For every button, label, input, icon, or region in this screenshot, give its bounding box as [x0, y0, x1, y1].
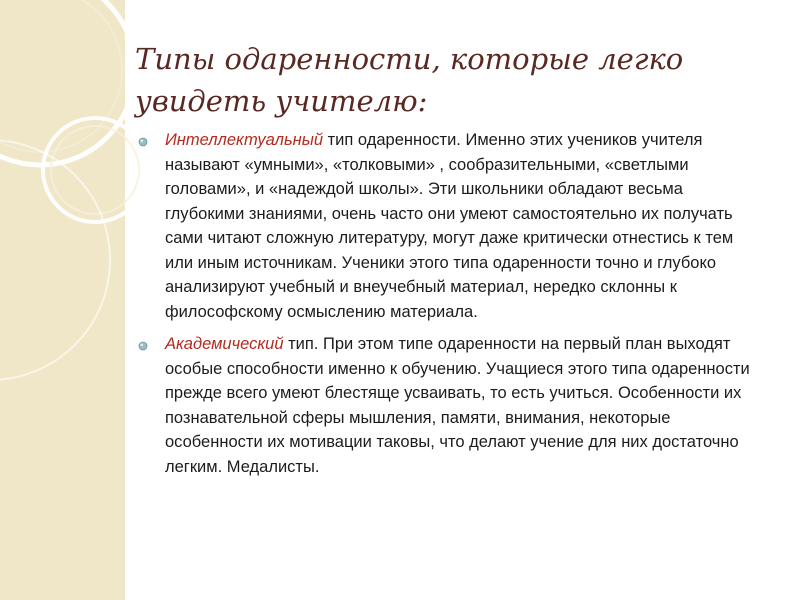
paragraph-intellectual	[135, 128, 760, 324]
term-intellectual: Интеллектуальный	[165, 131, 324, 149]
slide-title: Типы одаренности, которые легко увидеть учителю:	[135, 42, 684, 118]
bullet-icon	[138, 341, 148, 351]
paragraph-academic	[135, 332, 760, 479]
bullet-icon	[138, 137, 148, 147]
paragraph-text: тип одаренности. Именно этих учеников учителя называют «умными», «толковыми» , сообразительными, «светлыми головами», и «надеждой школы». Эти школьники обладают весьма глубокими знаниями, очень часто они умеют самостоятельно их получать сами читают сложную литературу, могут даже критически отнестись к тем или иным источникам. Ученики этого типа одаренности точно и глубоко анализируют учебный и внеучебный материал, нередко склонны к философскому осмыслению материала.	[165, 131, 734, 321]
paragraph-text: тип. При этом типе одаренности на первый план выходят особые способности именно к обучению. Учащиеся этого типа одаренности прежде всего умеют блестяще усваивать, то есть учиться. Особенности их познавательной сферы мышления, памяти, внимания, некоторые особенности их мотивации таковы, что делают учение для них достаточно легким. Медалисты.	[165, 335, 750, 476]
content-list	[135, 128, 760, 487]
term-academic: Академический	[165, 335, 284, 353]
